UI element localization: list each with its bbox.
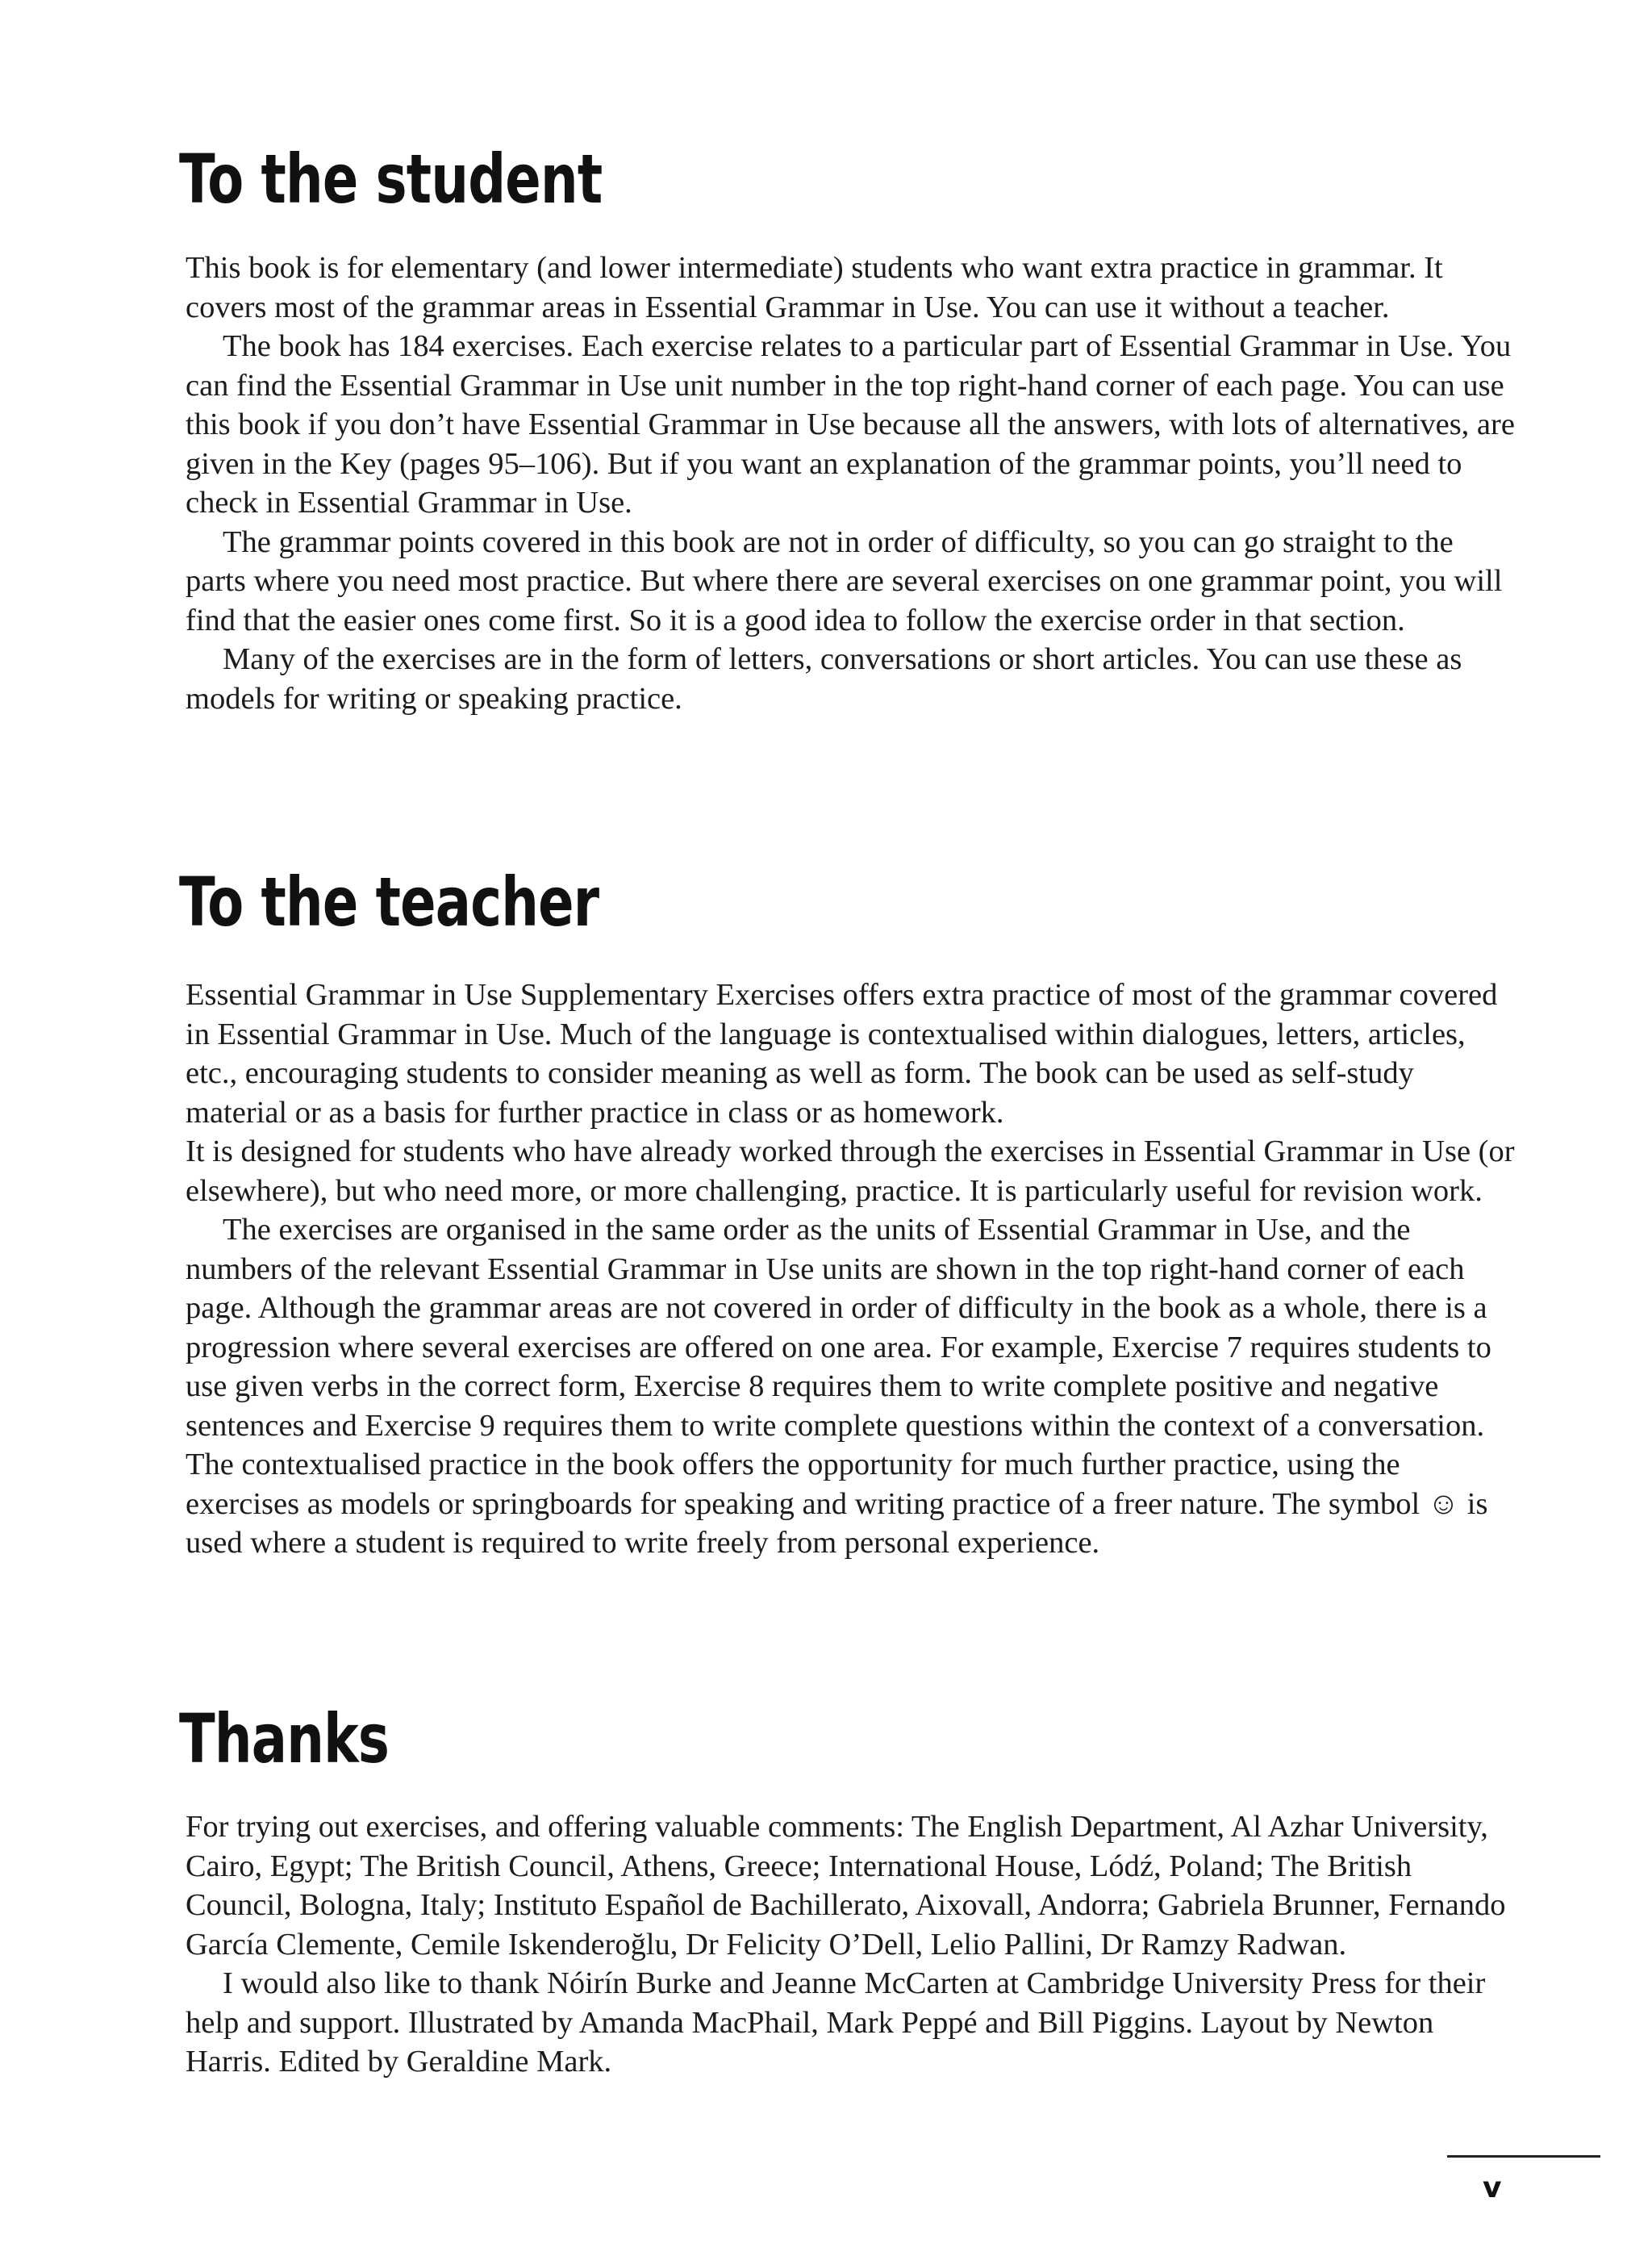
page-number-rule <box>1447 2155 1600 2158</box>
thanks-paragraph-1: For trying out exercises, and offering valuable comments: The English Department, Al Azhar University, Cairo, Egypt; The British Council, Athens, Greece; International House, Lódź, Poland; The British Council, Bologna, Italy; Instituto Español de Bachillerato, Aixovall, Andorra; Gabriela Brunner, Fernando García Clemente, Cemile Iskenderoğlu, Dr Felicity O’Dell, Lelio Pallini, Dr Ramzy Radwan. <box>186 1810 1506 1962</box>
student-paragraph-1: This book is for elementary (and lower intermediate) students who want extra practice in grammar. It covers most of the grammar areas in Essential Grammar in Use. You can use it without a teacher. <box>186 251 1443 324</box>
student-paragraph-4: Many of the exercises are in the form of letters, conversations or short articles. You can use these as models for writing or speaking practice. <box>186 642 1462 716</box>
heading-thanks: Thanks <box>179 1699 390 1778</box>
student-section-body <box>186 249 1516 718</box>
student-paragraph-2: The book has 184 exercises. Each exercise relates to a particular part of Essential Grammar in Use. You can find the Essential Grammar in Use unit number in the top right-hand corner of each page. You can use this book if you don’t have Essential Grammar in Use because all the answers, with lots of alternatives, are given in the Key (pages 95–106). But if you want an explanation of the grammar points, you’ll need to check in Essential Grammar in Use. <box>186 329 1515 520</box>
thanks-section-body <box>186 1807 1516 2082</box>
teacher-paragraph-1: Essential Grammar in Use Supplementary Exercises offers extra practice of most of the grammar covered in Essential Grammar in Use. Much of the language is contextualised within dialogues, letters, articles, etc., encouraging students to consider meaning as well as form. The book can be used as self-study material or as a basis for further practice in class or as homework. <box>186 978 1498 1130</box>
heading-to-the-student: To the student <box>179 140 603 219</box>
thanks-paragraph-2: I would also like to thank Nóirín Burke and Jeanne McCarten at Cambridge University Press for their help and support. Illustrated by Amanda MacPhail, Mark Peppé and Bill Piggins. Layout by Newton Harris. Edited by Geraldine Mark. <box>186 1966 1486 2079</box>
teacher-section-body <box>186 976 1516 1563</box>
heading-to-the-teacher: To the teacher <box>179 863 599 942</box>
page-number: v <box>1483 2171 1502 2204</box>
teacher-paragraph-3: The exercises are organised in the same order as the units of Essential Grammar in Use, and the numbers of the relevant Essential Grammar in Use units are shown in the top right-hand corner of each page. Although the grammar areas are not covered in order of difficulty in the book as a whole, there is a progression where several exercises are offered on one area. For example, Exercise 7 requires students to use given verbs in the correct form, Exercise 8 requires them to write complete positive and negative sentences and Exercise 9 requires them to write complete questions within the context of a conversation. The contextualised practice in the book offers the opportunity for much further practice, using the exercises as models or springboards for speaking and writing practice of a freer nature. The symbol ☺ is used where a student is required to write freely from personal experience. <box>186 1213 1491 1560</box>
student-paragraph-3: The grammar points covered in this book are not in order of difficulty, so you can go straight to the parts where you need most practice. But where there are several exercises on one grammar point, you will find that the easier ones come first. So it is a good idea to follow the exercise order in that section. <box>186 524 1503 637</box>
teacher-paragraph-2: It is designed for students who have already worked through the exercises in Essential Grammar in Use (or elsewhere), but who need more, or more challenging, practice. It is particularly useful for revision work. <box>186 1134 1515 1208</box>
